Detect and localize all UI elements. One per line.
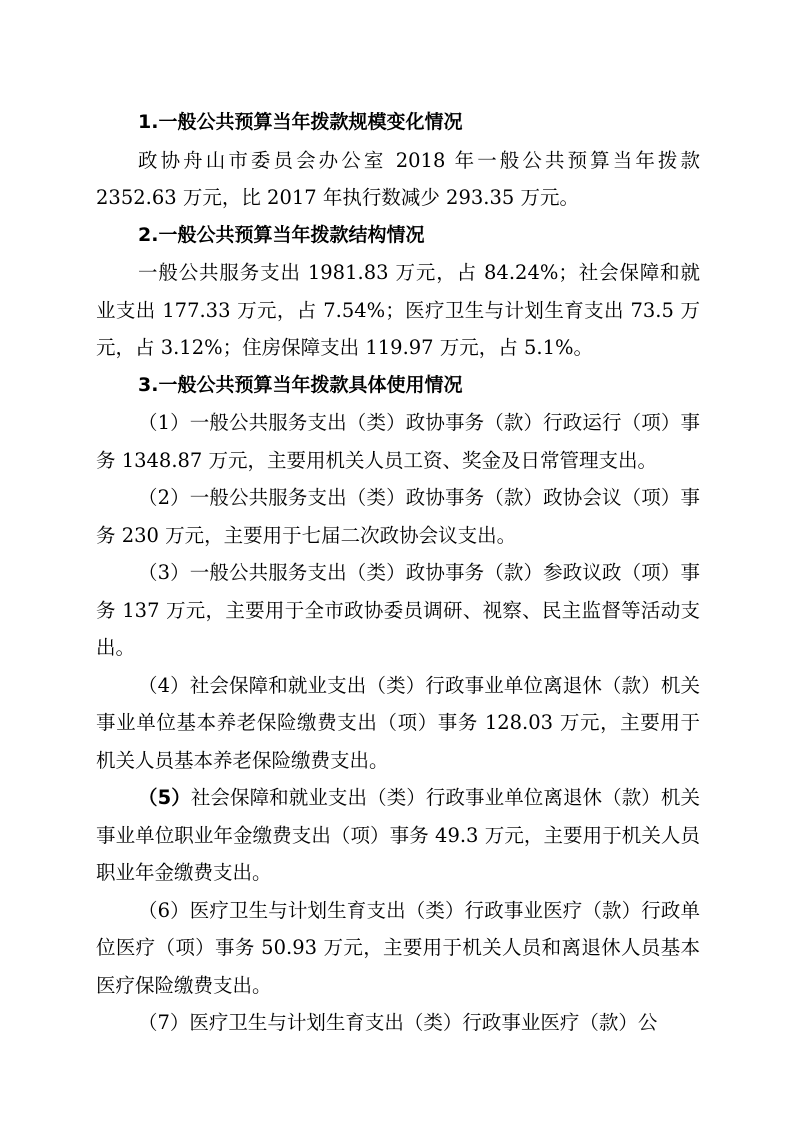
item-4-paragraph xyxy=(96,667,700,780)
item-5-lead: （5） xyxy=(138,786,191,809)
section-1-heading: 1.一般公共预算当年拨款规模变化情况 xyxy=(138,111,463,133)
item-5-text: 社会保障和就业支出（类）行政事业单位离退休（款）机关事业单位职业年金缴费支出（项）事务 49.3 万元，主要用于机关人员职业年金缴费支出。 xyxy=(96,786,700,884)
item-4-text: （4）社会保障和就业支出（类）行政事业单位离退休（款）机关事业单位基本养老保险缴费支出（项）事务 128.03 万元，主要用于机关人员基本养老保险缴费支出。 xyxy=(96,673,700,772)
item-6-text: （6）医疗卫生与计划生育支出（类）行政事业医疗（款）行政单位医疗（项）事务 50.93 万元，主要用于机关人员和离退休人员基本医疗保险缴费支出。 xyxy=(96,898,700,997)
section-2-paragraph: 一般公共服务支出 1981.83 万元，占 84.24%；社会保障和就业支出 177.33 万元，占 7.54%；医疗卫生与计划生育支出 73.5 万元，占 3.12%；住房保障支出 119.97 万元，占 5.1%。 xyxy=(96,261,700,359)
item-3-text: （3）一般公共服务支出（类）政协事务（款）参政议政（项）事务 137 万元，主要用于全市政协委员调研、视察、民主监督等活动支出。 xyxy=(96,561,700,659)
item-2-paragraph xyxy=(96,479,700,554)
item-3-paragraph xyxy=(96,554,700,667)
item-7-paragraph xyxy=(96,1004,700,1042)
item-7-text: （7）医疗卫生与计划生育支出（类）行政事业医疗（款）公 xyxy=(138,1011,658,1034)
document-body xyxy=(96,104,700,1042)
item-5-paragraph xyxy=(96,779,700,892)
section-3-heading: 3.一般公共预算当年拨款具体使用情况 xyxy=(138,373,463,396)
item-2-text: （2）一般公共服务支出（类）政协事务（款）政协会议（项）事务 230 万元，主要用于七届二次政协会议支出。 xyxy=(96,486,700,547)
item-1-paragraph xyxy=(96,404,700,479)
item-1-text: （1）一般公共服务支出（类）政协事务（款）行政运行（项）事务 1348.87 万元，主要用机关人员工资、奖金及日常管理支出。 xyxy=(96,411,700,472)
section-1-paragraph: 政协舟山市委员会办公室 2018 年一般公共预算当年拨款 2352.63 万元，比 2017 年执行数减少 293.35 万元。 xyxy=(96,148,700,209)
section-2-heading: 2.一般公共预算当年拨款结构情况 xyxy=(138,223,425,246)
item-6-paragraph xyxy=(96,892,700,1005)
